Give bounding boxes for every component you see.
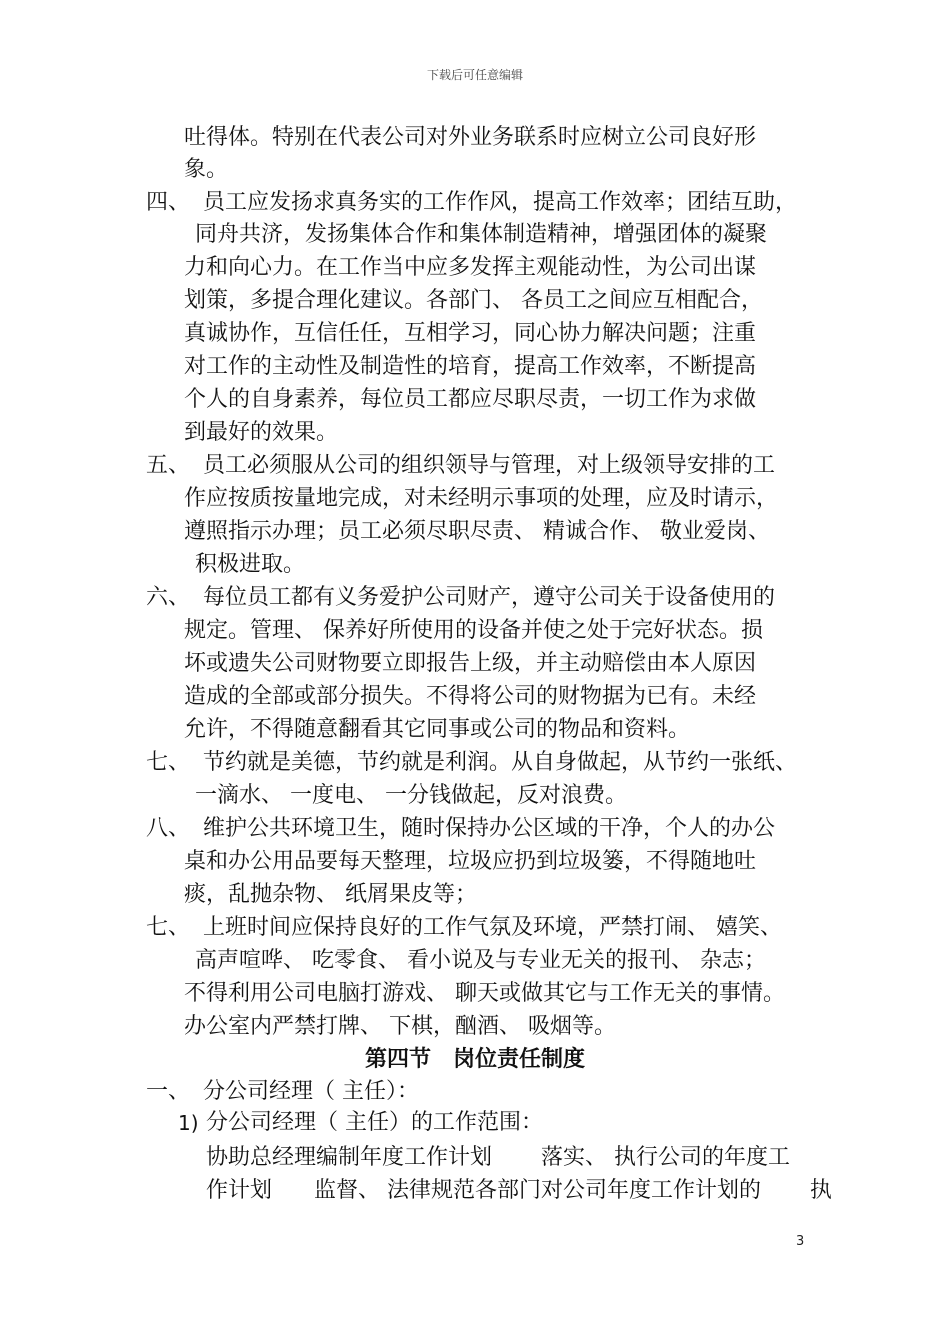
text-line: 个人的自身素养，每位员工都应尽职尽责，一切工作为求做 — [184, 387, 757, 412]
text-line: 积极进取。 — [195, 552, 306, 577]
item-number: 七、 — [146, 750, 191, 775]
item-number: 七、 — [146, 915, 191, 940]
page-header: 下载后可任意编辑 — [426, 68, 523, 82]
text-line: 一滴水、 一度电、 一分钱做起，反对浪费。 — [195, 783, 627, 808]
section-title: 第四节 岗位责任制度 — [364, 1047, 585, 1072]
text-line: 划策，多提合理化建议。各部门、 各员工之间应互相配合， — [184, 288, 763, 313]
item-number: 八、 — [146, 816, 191, 841]
item-number: 1) — [178, 1111, 199, 1135]
text-line: 遵照指示办理；员工必须尽职尽责、 精诚合作、 敬业爱岗、 — [184, 519, 770, 544]
text-line: 真诚协作，互信任任，互相学习，同心协力解决问题；注重 — [184, 321, 757, 346]
text-line: 维护公共环境卫生，随时保持办公区域的干净，个人的办公 — [203, 816, 776, 841]
item-number: 一、 — [146, 1079, 191, 1104]
text-line: 坏或遗失公司财物要立即报告上级，并主动赔偿由本人原因 — [184, 651, 757, 676]
text-line: 吐得体。特别在代表公司对外业务联系时应树立公司良好形 — [184, 125, 757, 150]
text-line: 分公司经理（ 主任）的工作范围： — [206, 1110, 543, 1135]
page-number: 3 — [796, 1234, 805, 1249]
text-line: 造成的全部或部分损失。不得将公司的财物据为已有。未经 — [184, 684, 757, 709]
text-line: 象。 — [184, 157, 229, 182]
text-line: 节约就是美德，节约就是利润。从自身做起，从节约一张纸、 — [203, 750, 798, 775]
text-line: 每位员工都有义务爱护公司财产，遵守公司关于设备使用的 — [203, 585, 776, 610]
text-line: 员工必须服从公司的组织领导与管理，对上级领导安排的工 — [203, 453, 776, 478]
item-number: 四、 — [146, 190, 191, 215]
text-line: 高声喧哗、 吃零食、 看小说及与专业无关的报刊、 杂志； — [195, 948, 766, 973]
text-line: 同舟共济，发扬集体合作和集体制造精神，增强团体的凝聚 — [195, 222, 768, 247]
text-line: 办公室内严禁打牌、 下棋，酗酒、 吸烟等。 — [184, 1014, 616, 1039]
item-number: 六、 — [146, 585, 191, 610]
text-line: 桌和办公用品要每天整理，垃圾应扔到垃圾篓，不得随地吐 — [184, 849, 757, 874]
text-line: 作计划 监督、 法律规范各部门对公司年度工作计划的 执 — [206, 1178, 832, 1203]
item-number: 五、 — [146, 453, 191, 478]
text-line: 规定。管理、 保养好所使用的设备并使之处于完好状态。损 — [184, 618, 763, 643]
text-line: 痰，乱抛杂物、 纸屑果皮等； — [184, 882, 477, 907]
text-line: 到最好的效果。 — [184, 420, 339, 445]
text-line: 上班时间应保持良好的工作气氛及环境，严禁打闹、 嬉笑、 — [203, 915, 782, 940]
text-line: 协助总经理编制年度工作计划 落实、 执行公司的年度工 — [206, 1145, 790, 1170]
text-line: 允许，不得随意翻看其它同事或公司的物品和资料。 — [184, 717, 691, 742]
text-line: 员工应发扬求真务实的工作作风，提高工作效率；团结互助， — [203, 190, 798, 215]
text-line: 对工作的主动性及制造性的培育，提高工作效率，不断提高 — [184, 354, 757, 379]
text-line: 作应按质按量地完成，对未经明示事项的处理，应及时请示， — [184, 486, 779, 511]
text-line: 力和向心力。在工作当中应多发挥主观能动性，为公司出谋 — [184, 255, 757, 280]
text-line: 分公司经理（ 主任）： — [203, 1079, 419, 1104]
text-line: 不得利用公司电脑打游戏、 聊天或做其它与工作无关的事情。 — [184, 981, 785, 1006]
